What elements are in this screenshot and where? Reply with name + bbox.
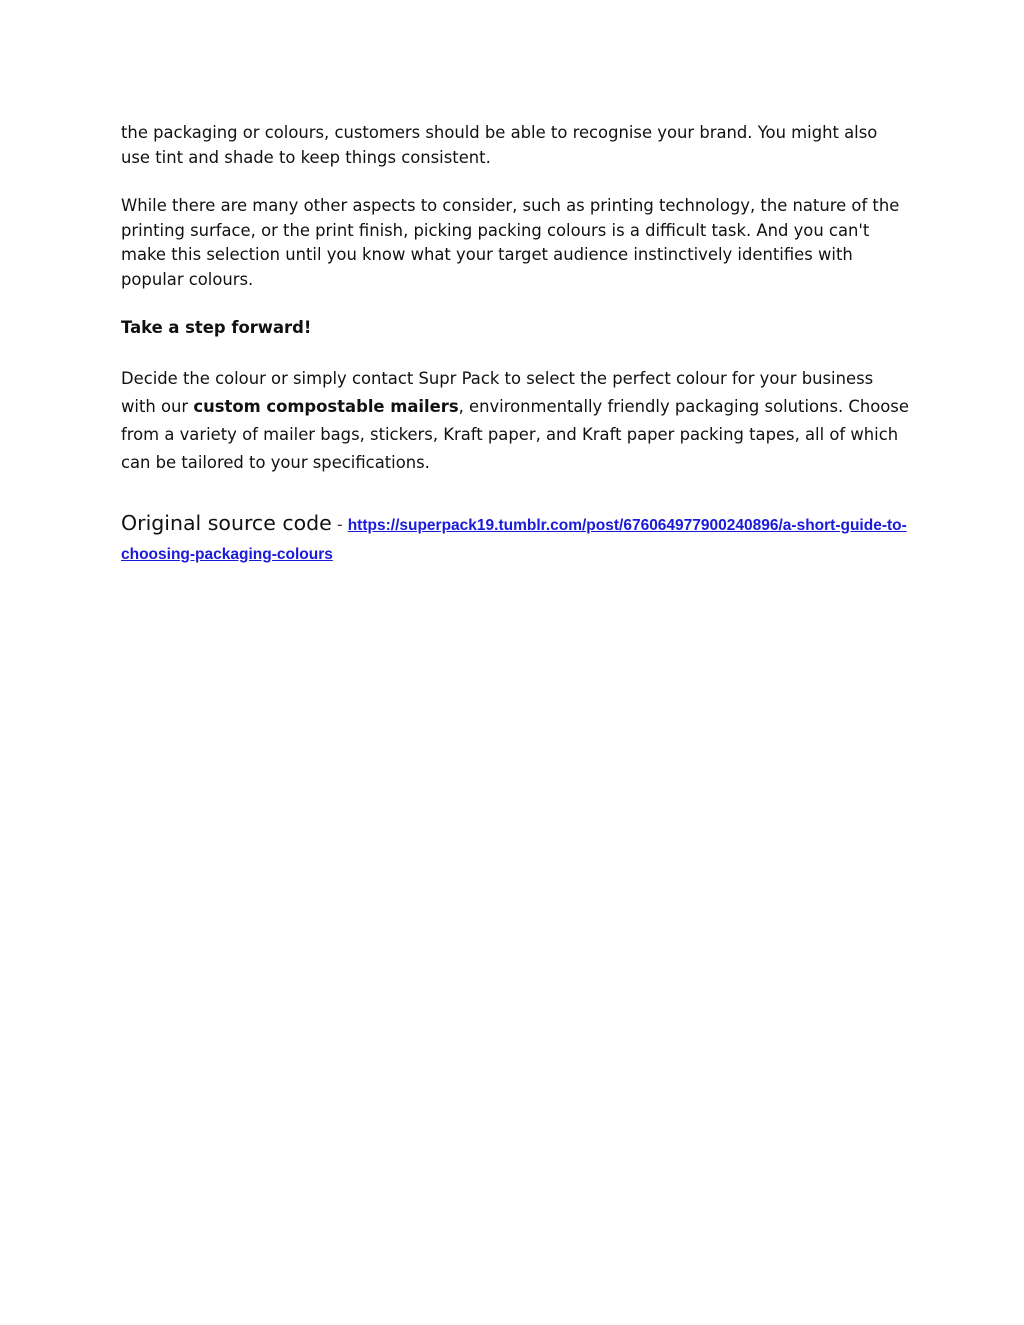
- paragraph-aspects: While there are many other aspects to consider, such as printing technology, the nature of the printing surface, or the print finish, picking packing colours is a difficult task. And you can't make this selection until you know what your target audience instinctively identifies with popular colours.: [121, 196, 900, 289]
- paragraph-intro: the packaging or colours, customers should be able to recognise your brand. You might also use tint and shade to keep things consistent.: [121, 123, 878, 167]
- paragraph-call-to-action: [121, 365, 911, 477]
- section-heading: Take a step forward!: [121, 318, 312, 337]
- source-link[interactable]: https://superpack19.tumblr.com/post/676064977900240896/a-short-guide-to-choosing-packaging-colours: [121, 516, 907, 563]
- source-separator: -: [331, 514, 348, 534]
- cta-bold-phrase: custom compostable mailers: [193, 396, 459, 416]
- source-line: [121, 509, 911, 569]
- document-page: [121, 121, 911, 569]
- source-label: Original source code: [121, 510, 332, 535]
- cta-text-before: Decide the colour or simply contact Supr Pack to select the perfect colour for your business with our: [121, 368, 874, 416]
- cta-text-after: , environmentally friendly packaging solutions. Choose from a variety of mailer bags, stickers, Kraft paper, and Kraft paper packing tapes, all of which can be tailored to your specifications.: [121, 396, 909, 472]
